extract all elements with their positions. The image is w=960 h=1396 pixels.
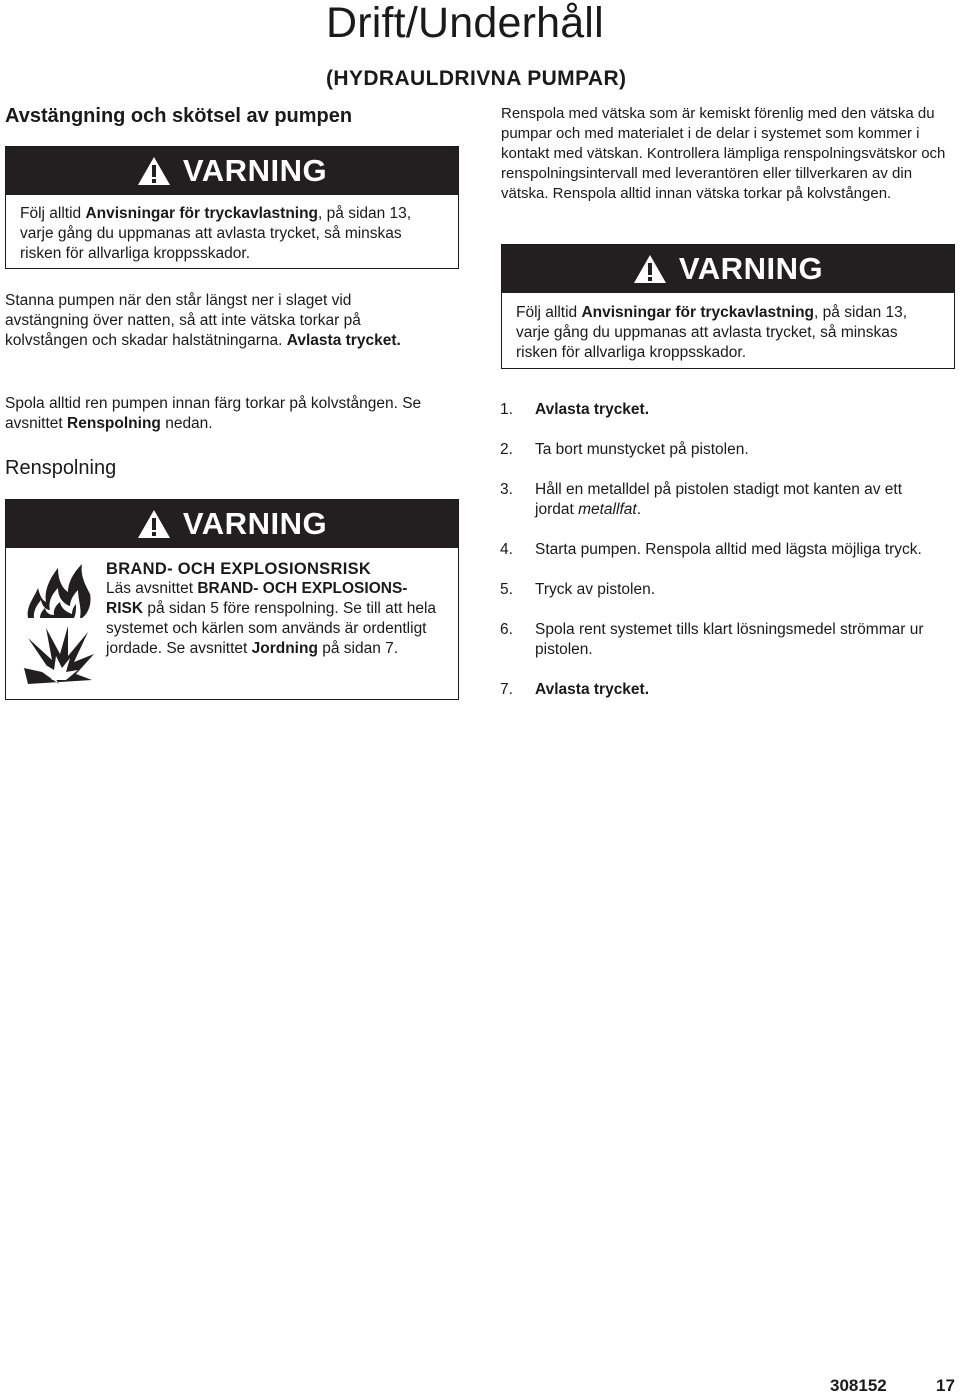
warning-label: VARNING [182, 153, 328, 188]
section-heading-flushing: Renspolning [5, 457, 117, 479]
explosion-icon [22, 624, 96, 686]
warning-header [6, 147, 458, 195]
section-heading-shutdown: Avstängning och skötsel av pumpen [5, 105, 353, 127]
risk-title: BRAND- OCH EXPLOSIONSRISK [106, 560, 372, 578]
warning-text: Följ alltid Anvisningar för tryckavlastning, på sidan 13, varje gång du uppmanas att avlasta trycket, så minskas risken för allvarliga kroppsskador. [516, 304, 908, 361]
page-title: Drift/Underhåll [326, 0, 604, 47]
page-number: 17 [936, 1376, 955, 1395]
warning-label: VARNING [678, 251, 824, 286]
warning-text: Följ alltid Anvisningar för tryckavlastning, på sidan 13, varje gång du uppmanas att avlasta trycket, så minskas risken för allvarliga kroppsskador. [20, 205, 412, 262]
warning-box-fire-explosion [5, 499, 459, 700]
fire-explosion-text [106, 559, 436, 659]
paragraph-flush-intro: Renspola med vätska som är kemiskt förenlig med den vätska du pumpar och med materialet i de delar i systemet som kommer i kontakt med vätskan. Kontrollera lämpliga renspolningsvätskor och renspolningsintervall med leverantören eller tillverkaren av din vätska. Renspola alltid innan vätska torkar på kolvstången. [501, 105, 946, 202]
paragraph-flush-before-dry: Spola alltid ren pumpen innan färg torkar på kolvstången. Se avsnittet Renspolning nedan. [5, 395, 422, 432]
document-number: 308152 [830, 1376, 887, 1395]
risk-description: Läs avsnittet BRAND- OCH EXPLOSIONS-RISK på sidan 5 före renspolning. Se till att hela systemet och kärlen som används är ordentligt jordade. Se avsnittet Jordning på sidan 7. [106, 580, 437, 657]
list-item: 1. Avlasta trycket. [500, 401, 650, 418]
warning-triangle-icon [137, 156, 171, 186]
warning-header [502, 245, 954, 293]
list-item: 7. Avlasta trycket. [500, 681, 650, 698]
warning-triangle-icon [137, 509, 171, 539]
list-item: 6. Spola rent systemet tills klart lösningsmedel strömmar ur pistolen. [500, 621, 924, 658]
list-item: 3. Håll en metalldel på pistolen stadigt mot kanten av ett jordat metallfat. [500, 481, 903, 518]
fire-icon [24, 558, 94, 620]
warning-box-pressure-relief [5, 146, 459, 269]
list-item: 2. Ta bort munstycket på pistolen. [500, 441, 749, 458]
page-subtitle: (HYDRAULDRIVNA PUMPAR) [326, 67, 627, 90]
list-item: 4. Starta pumpen. Renspola alltid med lägsta möjliga tryck. [500, 541, 922, 558]
warning-label: VARNING [182, 506, 328, 541]
warning-triangle-icon [633, 254, 667, 284]
warning-header [6, 500, 458, 548]
warning-box-pressure-relief-right [501, 244, 955, 369]
list-item: 5. Tryck av pistolen. [500, 581, 656, 598]
paragraph-overnight-shutdown: Stanna pumpen när den står längst ner i slaget vid avstängning över natten, så att inte vätska torkar på kolvstången och skadar halstätningarna. Avlasta trycket. [5, 292, 401, 349]
